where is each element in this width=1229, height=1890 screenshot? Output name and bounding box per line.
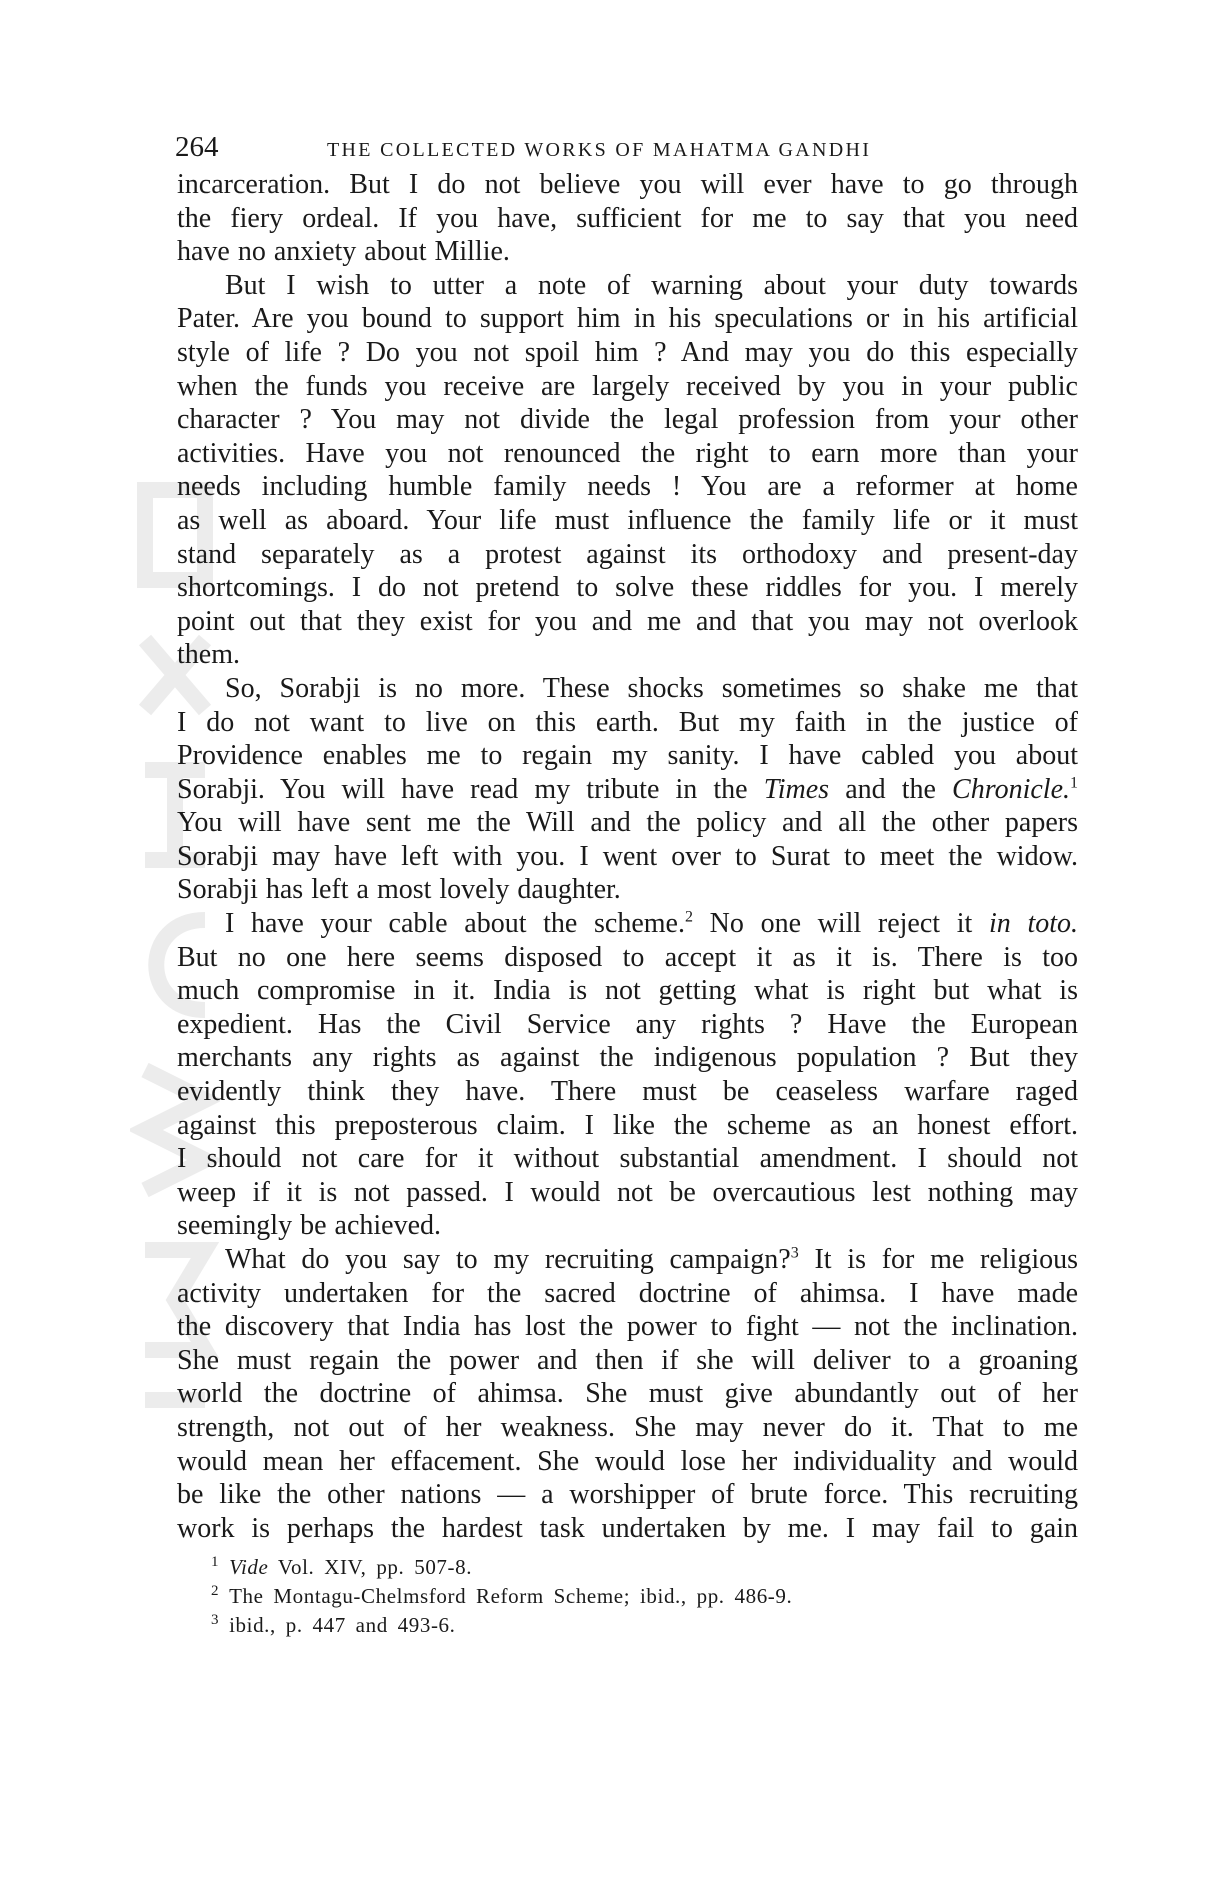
body-line-with-italics: [177, 773, 1078, 807]
page-number: 264: [175, 131, 219, 163]
body-line: You will have sent me the Will and the policy and all the other papers: [177, 807, 1078, 839]
text-run: It is for me religious: [798, 1244, 1078, 1275]
italic-phrase-in-toto: in toto.: [988, 908, 1078, 940]
body-line: expedient. Has the Civil Service any rights ? Have the European: [177, 1008, 1078, 1040]
body-line: activity undertaken for the sacred doctrine of ahimsa. I have made: [177, 1277, 1078, 1309]
body-line: weep if it is not passed. I would not be overcautious lest nothing may: [177, 1176, 1078, 1208]
body-line: would mean her effacement. She would lose her individuality and would: [177, 1445, 1078, 1477]
letter-body: [177, 168, 1078, 1545]
body-line-with-italics: [177, 907, 1078, 941]
body-line: stand separately as a protest against its orthodoxy and present-day: [177, 538, 1078, 570]
footnote-mark: 3: [211, 1612, 220, 1629]
footnote-ref-3[interactable]: 3: [790, 1244, 799, 1262]
body-line: world the doctrine of ahimsa. She must give abundantly out of her: [177, 1378, 1078, 1410]
body-line: character ? You may not divide the legal profession from your other: [177, 404, 1078, 436]
body-line: So, Sorabji is no more. These shocks sometimes so shake me that: [225, 672, 1078, 704]
body-line: as well as aboard. Your life must influence the family life or it must: [177, 504, 1078, 536]
text-run: and the: [829, 773, 953, 805]
body-line: work is perhaps the hardest task undertaken by me. I may fail to gain: [177, 1512, 1078, 1544]
body-line: the fiery ordeal. If you have, sufficient for me to say that you need: [177, 202, 1078, 234]
footnote-mark: 2: [211, 1583, 220, 1600]
body-line: be like the other nations — a worshipper of brute force. This recruiting: [177, 1479, 1078, 1511]
italic-title-chronicle: Chronicle.: [952, 773, 1070, 805]
body-line: evidently think they have. There must be ceaseless warfare raged: [177, 1076, 1078, 1108]
body-line: Pater. Are you bound to support him in his speculations or in his artificial: [177, 303, 1078, 335]
footnote-2: [211, 1582, 1078, 1611]
footnotes: [177, 1553, 1078, 1640]
body-line: when the funds you receive are largely received by you in your public: [177, 370, 1078, 402]
body-line: Sorabji may have left with you. I went over to Surat to meet the widow.: [177, 840, 1078, 872]
running-header: [177, 130, 1078, 168]
footnote-1: [211, 1553, 1078, 1582]
footnote-ref-2[interactable]: 2: [685, 908, 693, 926]
text-run: I have your cable about the scheme.: [225, 908, 685, 940]
footnote-text: ibid., p. 447 and 493-6.: [229, 1613, 456, 1638]
body-line: much compromise in it. India is not getting what is right but what is: [177, 975, 1078, 1007]
text-run: No one will reject it: [693, 908, 989, 940]
body-line: needs including humble family needs ! You are a reformer at home: [177, 471, 1078, 503]
body-line: them.: [177, 639, 240, 671]
body-line: have no anxiety about Millie.: [177, 236, 510, 268]
body-line: But I wish to utter a note of warning about your duty towards: [225, 269, 1078, 301]
body-line: But no one here seems disposed to accept it as it is. There is too: [177, 941, 1078, 973]
italic-title-times: Times: [763, 773, 830, 805]
body-line: incarceration. But I do not believe you will ever have to go through: [177, 169, 1078, 200]
body-line: She must regain the power and then if she will deliver to a groaning: [177, 1344, 1078, 1376]
body-line: shortcomings. I do not pretend to solve these riddles for you. I merely: [177, 572, 1078, 604]
body-line: seemingly be achieved.: [177, 1210, 442, 1242]
book-title: THE COLLECTED WORKS OF MAHATMA GANDHI: [327, 139, 872, 161]
body-line-with-footnote: [177, 1243, 1078, 1277]
footnote-ref-1[interactable]: 1: [1070, 774, 1078, 792]
body-line: Providence enables me to regain my sanity. I have cabled you about: [177, 740, 1078, 772]
footnote-text: Vol. XIV, pp. 507-8.: [268, 1555, 473, 1580]
footnote-3: [211, 1611, 1078, 1640]
body-line: point out that they exist for you and me and that you may not overlook: [177, 605, 1078, 637]
body-line: against this preposterous claim. I like the scheme as an honest effort.: [177, 1109, 1078, 1141]
body-line: merchants any rights as against the indigenous population ? But they: [177, 1042, 1078, 1074]
footnote-mark: 1: [211, 1554, 220, 1571]
body-line: the discovery that India has lost the power to fight — not the inclination.: [177, 1311, 1078, 1343]
text-run: What do you say to my recruiting campaign?: [225, 1244, 791, 1275]
footnote-text: The Montagu-Chelmsford Reform Scheme; ibid., pp. 486-9.: [229, 1584, 793, 1609]
document-page: [177, 130, 1078, 1640]
body-line: style of life ? Do you not spoil him ? And may you do this especially: [177, 336, 1078, 368]
body-line: I do not want to live on this earth. But my faith in the justice of: [177, 706, 1078, 738]
body-line: strength, not out of her weakness. She may never do it. That to me: [177, 1411, 1078, 1443]
body-line: I should not care for it without substantial amendment. I should not: [177, 1143, 1078, 1175]
footnote-italic: Vide: [229, 1555, 269, 1580]
body-line: Sorabji has left a most lovely daughter.: [177, 874, 621, 906]
body-line: activities. Have you not renounced the right to earn more than your: [177, 437, 1078, 469]
text-run: Sorabji. You will have read my tribute in the: [177, 773, 764, 805]
